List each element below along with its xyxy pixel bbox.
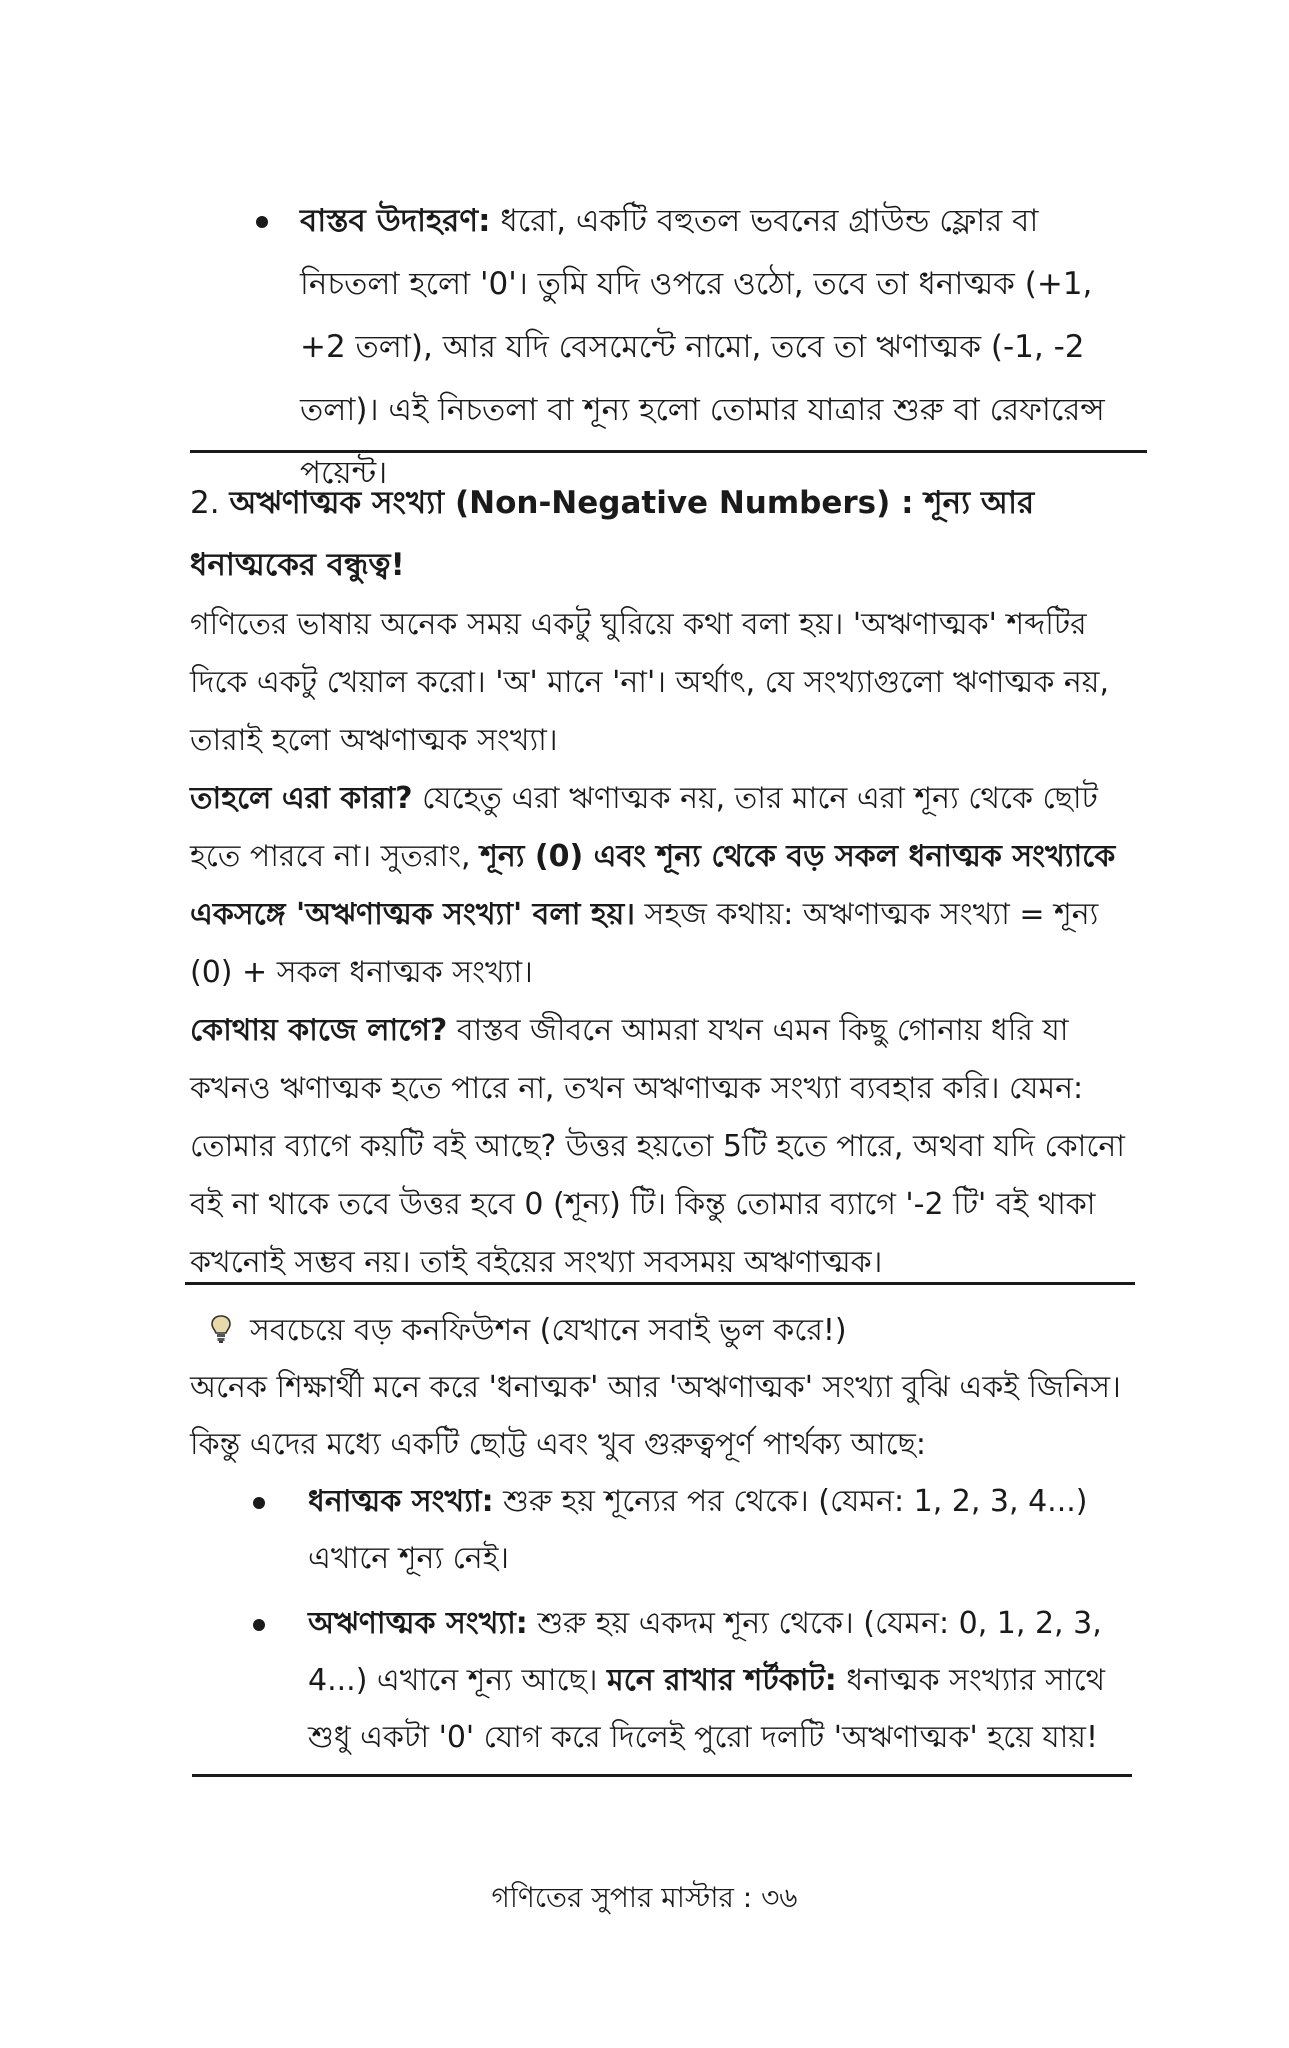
question-label: কোথায় কাজে লাগে? [190,1013,448,1048]
page-footer: গণিতের সুপার মাস্টার : ৩৬ [491,1881,798,1914]
paragraph-intro: গণিতের ভাষায় অনেক সময় একটু ঘুরিয়ে কথা বলা হয়। 'অঋণাত্মক' শব্দটির দিকে একটু খেয়াল করো। 'অ' মানে 'না'। অর্থাৎ, যে সংখ্যাগুলো ঋণাত্মক নয়, তারাই হলো অঋণাত্মক সংখ্যা। [190,607,1109,758]
divider [192,1774,1132,1777]
definition-bold: শূন্য (0) এবং শূন্য থেকে বড় সকল ধনাত্মক সংখ্যাকে একসঙ্গে 'অঋণাত্মক সংখ্যা' বলা হয়। [190,839,1116,932]
bullet-label: বাস্তব উদাহরণ: [300,203,491,239]
example-bullet-list [300,190,1140,505]
bullet-dot-icon [253,1497,265,1509]
heading-english: (Non-Negative Numbers) : [444,485,925,521]
paragraph-text: সহজ কথায়: অঋণাত্মক সংখ্যা = শূন্য (0) + সকল ধনাত্মক সংখ্যা। [190,897,1099,990]
shortcut-label: মনে রাখার শর্টকাট: [607,1663,837,1698]
divider [185,1282,1135,1285]
divider [190,450,1147,453]
list-item [308,1473,1148,1587]
lightbulb-icon [210,1314,232,1344]
paragraph-text: যেহেতু এরা ঋণাত্মক নয়, তার মানে এরা শূন্য থেকে ছোট হতে পারবে না। সুতরাং, [190,781,1098,874]
bullet-label: ধনাত্মক সংখ্যা: [308,1484,494,1519]
section-heading [190,472,1150,596]
list-item [300,190,1140,505]
paragraph-text: বাস্তব জীবনে আমরা যখন এমন কিছু গোনায় ধরি যা কখনও ঋণাত্মক হতে পারে না, তখন অঋণাত্মক সংখ্যা ব্যবহার করি। যেমন: তোমার ব্যাগে কয়টি বই আছে? উত্তর হয়তো 5টি হতে পারে, অথবা যদি কোনো বই না থাকে তবে উত্তর হবে 0 (শূন্য) টি। কিন্তু তোমার ব্যাগে '-2 টি' বই থাকা কখনোই সম্ভব নয়। তাই বইয়ের সংখ্যা সবসময় অঋণাত্মক। [190,1013,1126,1280]
comparison-bullet-list [308,1473,1148,1766]
bullet-dot-icon [256,216,268,228]
paragraph-who [190,770,1150,1002]
list-item [308,1595,1148,1766]
bullet-dot-icon [253,1619,265,1631]
bullet-text: ধরো, একটি বহুতল ভবনের গ্রাউন্ড ফ্লোর বা নিচতলা হলো '0'। তুমি যদি ওপরে ওঠো, তবে তা ধনাত্মক (+1, +2 তলা), আর যদি বেসমেন্টে নামো, তবে তা ঋণাত্মক (-1, -2 তলা)। এই নিচতলা বা শূন্য হলো তোমার যাত্রার শুরু বা রেফারেন্স পয়েন্ট। [300,203,1105,491]
heading-number: 2. [190,485,230,521]
heading-bold-subtitle: শূন্য আর ধনাত্মকের বন্ধুত্ব! [190,485,1035,583]
bullet-text: ধনাত্মক সংখ্যার সাথে শুধু একটা '0' যোগ করে দিলেই পুরো দলটি 'অঋণাত্মক' হয়ে যায়! [308,1663,1106,1755]
paragraph-usage [190,1002,1150,1292]
bullet-label: অঋণাত্মক সংখ্যা: [308,1606,528,1641]
bullet-text: শুরু হয় শূন্যের পর থেকে। (যেমন: 1, 2, 3, 4...) এখানে শূন্য নেই। [308,1484,1088,1576]
question-label: তাহলে এরা কারা? [190,781,413,816]
heading-bold-term: অঋণাত্মক সংখ্যা [229,485,445,521]
tip-title: সবচেয়ে বড় কনফিউশন (যেখানে সবাই ভুল করে!) [190,1302,1150,1359]
confusion-tip-section [190,1302,1150,1774]
tip-intro: অনেক শিক্ষার্থী মনে করে 'ধনাত্মক' আর 'অঋণাত্মক' সংখ্যা বুঝি একই জিনিস। কিন্তু এদের মধ্যে একটি ছোট্ট এবং খুব গুরুত্বপূর্ণ পার্থক্য আছে: [190,1370,1121,1462]
non-negative-section [190,472,1150,1292]
bullet-text: শুরু হয় একদম শূন্য থেকে। (যেমন: 0, 1, 2, 3, 4...) এখানে শূন্য আছে। [308,1606,1102,1698]
